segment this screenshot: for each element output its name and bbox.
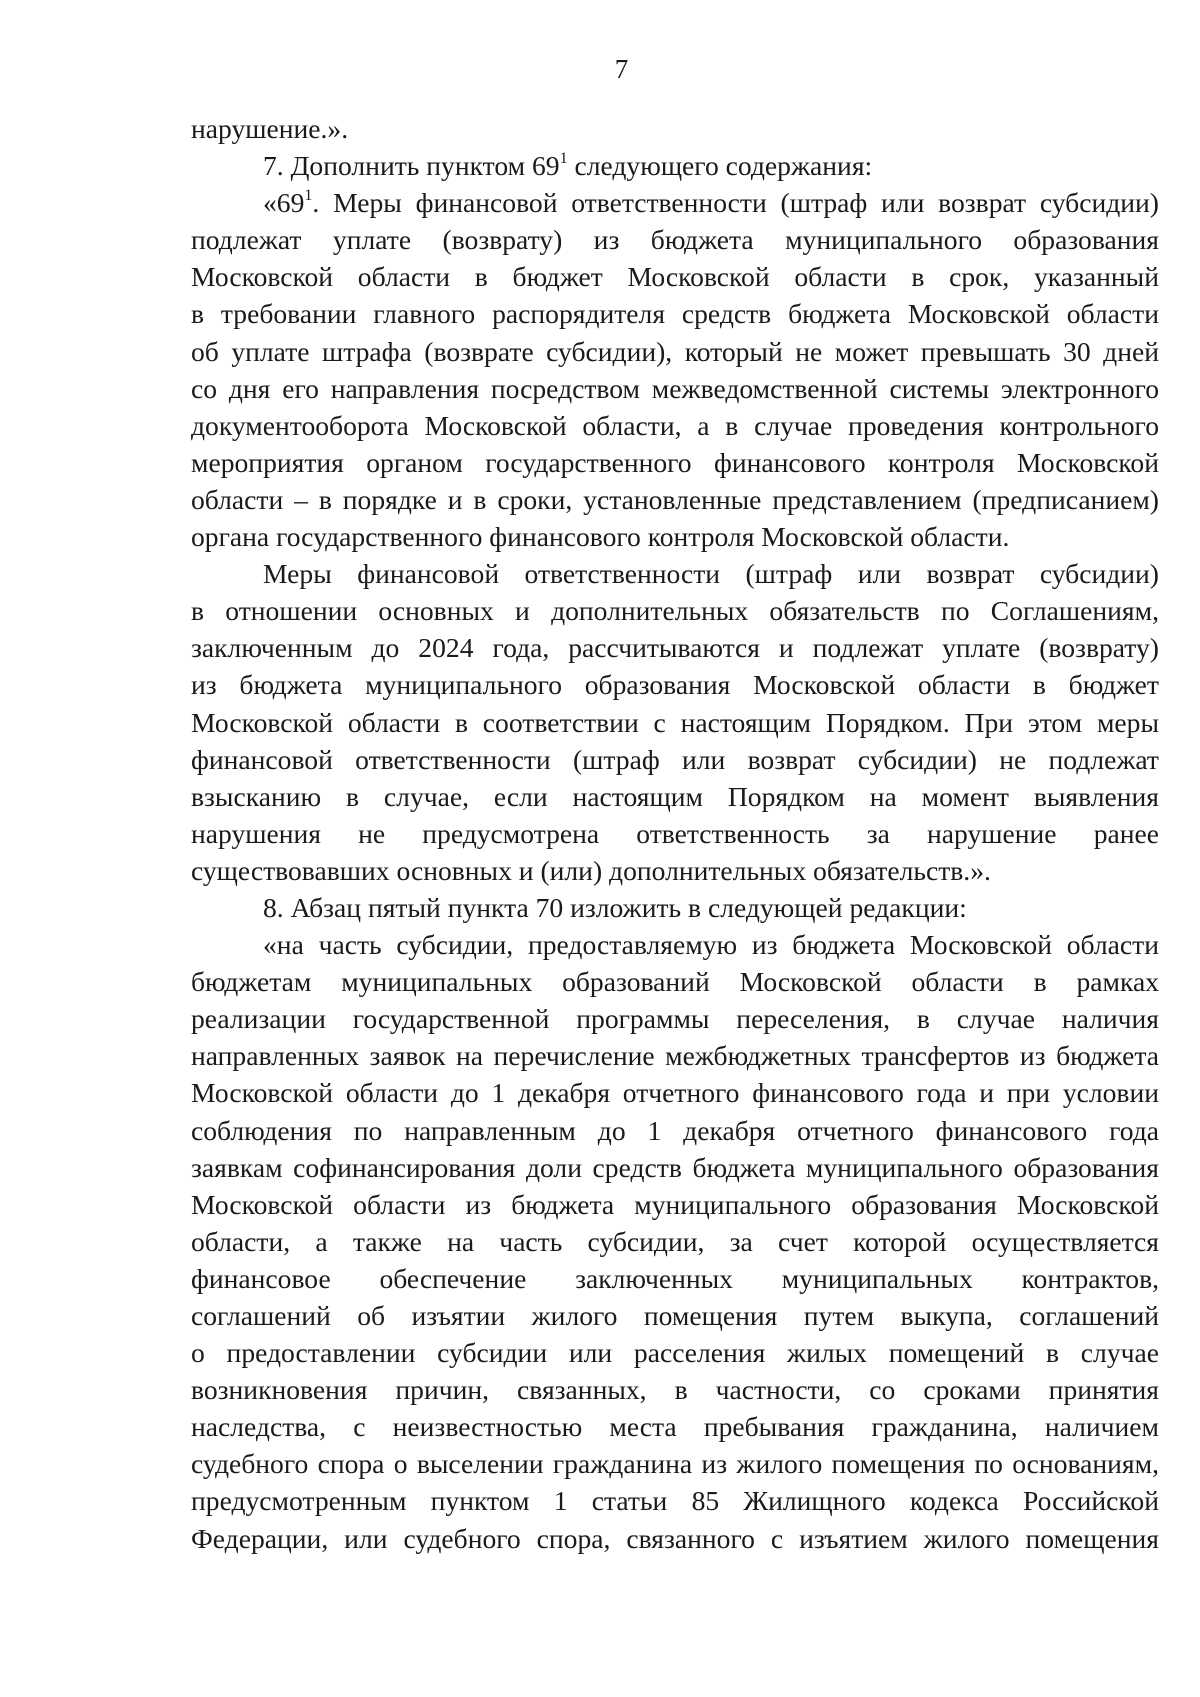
text-line: бюджетам муниципальных образований Московской области в рамках <box>191 966 1159 998</box>
text-line: в отношении основных и дополнительных обязательств по Соглашениям, <box>191 595 1159 627</box>
text-line: Московской области в бюджет Московской области в срок, указанный <box>191 261 1159 293</box>
text-line: финансовой ответственности (штраф или возврат субсидии) не подлежат <box>191 743 1159 775</box>
text-segment: «69 <box>263 187 305 219</box>
text-line: финансовое обеспечение заключенных муниципальных контрактов, <box>191 1262 1159 1294</box>
text-line <box>191 147 1159 184</box>
text-line: области – в порядке и в сроки, установленные представлением (предписанием) <box>191 483 1159 515</box>
text-line: нарушения не предусмотрена ответственность за нарушение ранее <box>191 817 1159 849</box>
text-line: Федерации, или судебного спора, связанного с изъятием жилого помещения <box>191 1522 1159 1554</box>
text-line: Меры финансовой ответственности (штраф или возврат субсидии) <box>263 558 1159 590</box>
text-line: 8. Абзац пятый пункта 70 изложить в следующей редакции: <box>263 891 967 923</box>
text-line <box>191 184 1159 221</box>
superscript-index: 1 <box>559 149 568 167</box>
text-line: возникновения причин, связанных, в частности, со сроками принятия <box>191 1374 1159 1406</box>
text-line: «на часть субсидии, предоставляемую из бюджета Московской области <box>263 929 1159 961</box>
text-line: документооборота Московской области, а в случае проведения контрольного <box>191 409 1159 441</box>
text-segment: следующего содержания: <box>567 150 873 182</box>
text-segment: 7. Дополнить пунктом 69 <box>263 150 560 182</box>
text-line: взысканию в случае, если настоящим Порядком на момент выявления <box>191 780 1159 812</box>
superscript-index: 1 <box>304 187 313 204</box>
text-line: нарушение.». <box>191 113 349 144</box>
page-number: 7 <box>614 54 629 84</box>
text-line: направленных заявок на перечисление межбюджетных трансфертов из бюджета <box>191 1040 1159 1072</box>
text-line: судебного спора о выселении гражданина из жилого помещения по основаниям, <box>191 1448 1159 1480</box>
text-line: соглашений об изъятии жилого помещения путем выкупа, соглашений <box>191 1300 1159 1331</box>
text-line: заявкам софинансирования доли средств бюджета муниципального образования <box>191 1151 1159 1183</box>
text-line: в требовании главного распорядителя средств бюджета Московской области <box>191 298 1159 330</box>
text-line: наследства, с неизвестностью места пребывания гражданина, наличием <box>191 1411 1159 1443</box>
text-line: со дня его направления посредством межведомственной системы электронного <box>191 372 1159 404</box>
text-line: из бюджета муниципального образования Московской области в бюджет <box>191 669 1159 701</box>
document-body <box>191 110 1159 1557</box>
text-line: подлежат уплате (возврату) из бюджета муниципального образования <box>191 224 1159 256</box>
text-line: предусмотренным пунктом 1 статьи 85 Жилищного кодекса Российской <box>191 1485 1159 1517</box>
text-line: существовавших основных и (или) дополнительных обязательств.». <box>191 854 991 886</box>
text-line: заключенным до 2024 года, рассчитываются и подлежат уплате (возврату) <box>191 632 1159 664</box>
text-line: о предоставлении субсидии или расселения жилых помещений в случае <box>191 1337 1159 1369</box>
text-line: реализации государственной программы переселения, в случае наличия <box>191 1003 1159 1035</box>
text-line: мероприятия органом государственного финансового контроля Московской <box>191 446 1159 478</box>
text-line: Московской области из бюджета муниципального образования Московской <box>191 1188 1159 1220</box>
text-line: Московской области в соответствии с настоящим Порядком. При этом меры <box>191 706 1159 738</box>
text-line: соблюдения по направленным до 1 декабря отчетного финансового года <box>191 1114 1159 1146</box>
text-line: области, а также на часть субсидии, за счет которой осуществляется <box>191 1225 1159 1257</box>
text-line: об уплате штрафа (возврате субсидии), который не может превышать 30 дней <box>191 335 1159 367</box>
text-line: органа государственного финансового контроля Московской области. <box>191 521 1010 553</box>
text-line: Московской области до 1 декабря отчетного финансового года и при условии <box>191 1077 1159 1109</box>
text-segment: . Меры финансовой ответственности (штраф или возврат субсидии) <box>312 187 1159 219</box>
